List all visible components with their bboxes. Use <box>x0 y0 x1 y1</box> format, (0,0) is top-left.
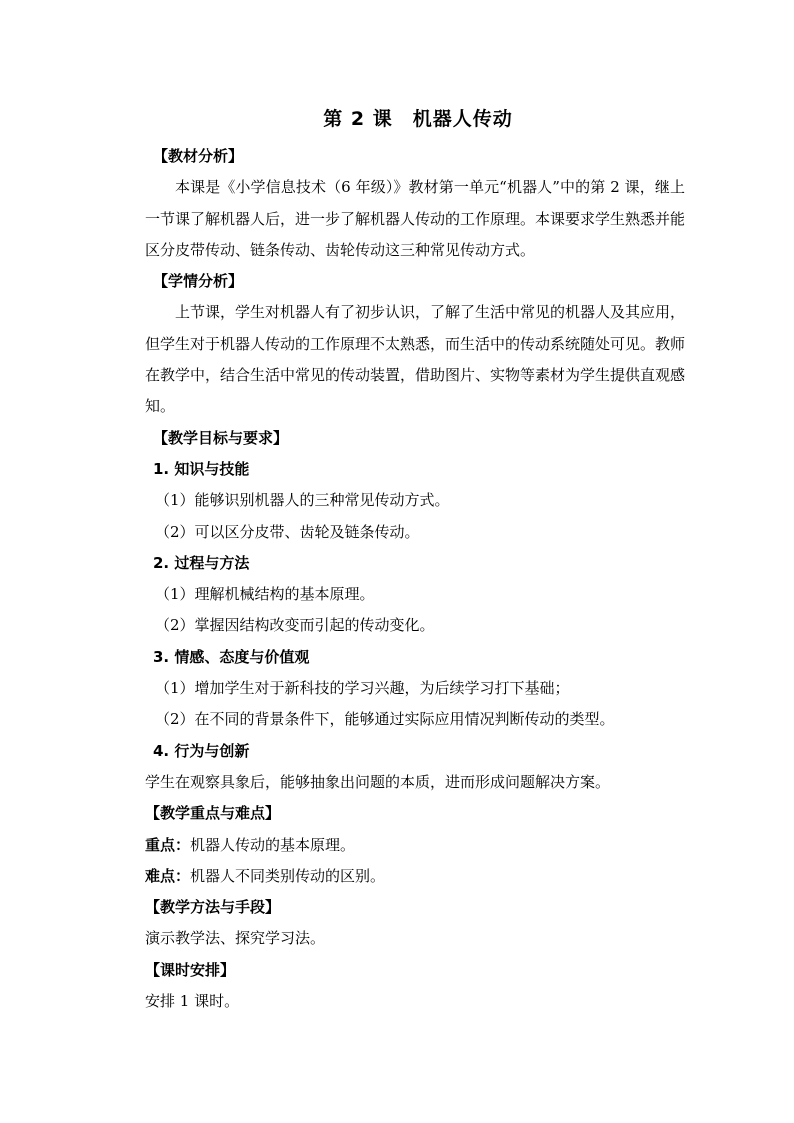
goal-title-attitude: 3. 情感、态度与价值观 <box>153 647 310 666</box>
analysis-paragraph: 本课是《小学信息技术（6 年级）》教材第一单元“机器人”中的第 2 课，继上一节课了解机器人后，进一步了解机器人传动的工作原理。本课要求学生熟悉并能区分皮带传动、链条传动、齿轮传动这三种常见传动方式。 <box>145 178 686 259</box>
page-title: 第 2 课 机器人传动 <box>323 108 513 130</box>
section-heading-learners: 【学情分析】 <box>153 272 244 291</box>
difficulty-label: 难点： <box>145 866 191 885</box>
goal-item: （2）可以区分皮带、齿轮及链条传动。 <box>155 522 420 541</box>
goal-title-behavior: 4. 行为与创新 <box>153 741 250 760</box>
goal-item: （1）理解机械结构的基本原理。 <box>155 585 375 604</box>
methods-text: 演示教学法、探究学习法。 <box>145 929 326 948</box>
section-heading-analysis: 【教材分析】 <box>153 147 244 165</box>
key-point-label: 重点： <box>145 835 191 854</box>
difficulty-text: 机器人不同类别传动的区别。 <box>190 866 386 885</box>
section-heading-schedule: 【课时安排】 <box>145 960 236 979</box>
section-heading-keypoints: 【教学重点与难点】 <box>145 804 281 823</box>
key-point-line <box>145 830 685 861</box>
goal-item: （2）在不同的背景条件下，能够通过实际应用情况判断传动的类型。 <box>155 710 615 729</box>
goal-item: （1）增加学生对于新科技的学习兴趣，为后续学习打下基础； <box>155 679 570 698</box>
schedule-text: 安排 1 课时。 <box>145 992 240 1011</box>
section-heading-methods: 【教学方法与手段】 <box>145 898 281 917</box>
learners-paragraph: 上节课，学生对机器人有了初步认识，了解了生活中常见的机器人及其应用，但学生对于机器人传动的工作原理不太熟悉，而生活中的传动系统随处可见。教师在教学中，结合生活中常见的传动装置，借助图片、实物等素材为学生提供直观感知。 <box>145 303 686 416</box>
goal-title-process: 2. 过程与方法 <box>153 553 250 572</box>
section-heading-goals: 【教学目标与要求】 <box>153 428 289 447</box>
goal-item: （1）能够识别机器人的三种常见传动方式。 <box>155 491 450 510</box>
behavior-paragraph: 学生在观察具象后，能够抽象出问题的本质，进而形成问题解决方案。 <box>145 772 611 791</box>
difficulty-line <box>145 861 685 892</box>
key-point-text: 机器人传动的基本原理。 <box>190 835 356 854</box>
goal-item: （2）掌握因结构改变而引起的传动变化。 <box>155 616 435 635</box>
goal-title-knowledge: 1. 知识与技能 <box>153 459 250 478</box>
document-body <box>145 141 685 1017</box>
